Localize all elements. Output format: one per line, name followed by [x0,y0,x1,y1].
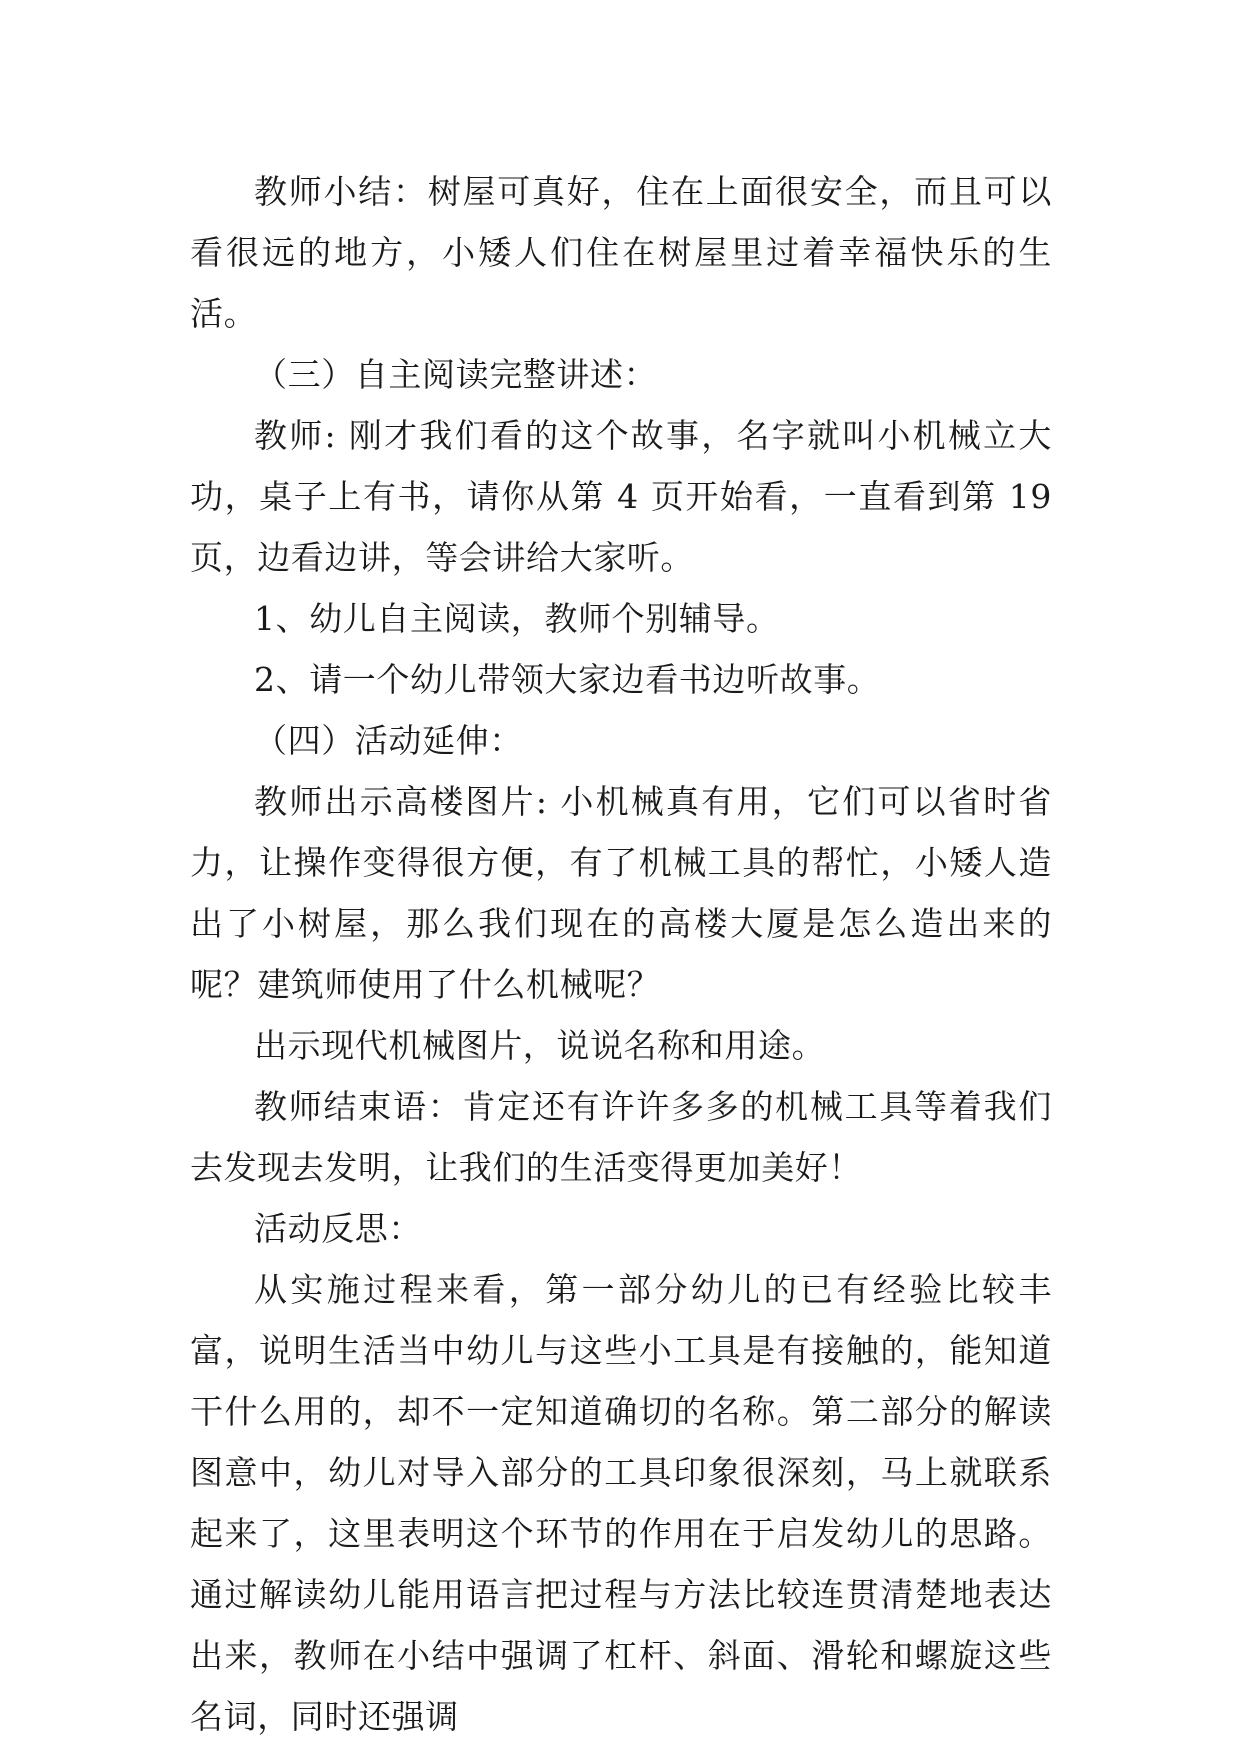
paragraph-modern-machinery: 出示现代机械图片，说说名称和用途。 [254,1026,826,1065]
list-item-1: 1、幼儿自主阅读，教师个别辅导。 [254,599,780,638]
section-heading-activity-extension: （四）活动延伸： [254,721,523,760]
section-heading-independent-reading: （三）自主阅读完整讲述： [254,355,658,394]
section-heading-reflection: 活动反思： [254,1209,422,1248]
paragraph-reflection: 从实施过程来看，第一部分幼儿的已有经验比较丰富，说明生活当中幼儿与这些小工具是有接触的，能知道干什么用的，却不一定知道确切的名称。第二部分的解读图意中，幼儿对导入部分的工具印象很深刻，马上就联系起来了，这里表明这个环节的作用在于启发幼儿的思路。通过解读幼儿能用语言把过程与方法比较连贯清楚地表达出来，教师在小结中强调了杠杆、斜面、滑轮和螺旋这些名词，同时还强调 [190,1270,1052,1736]
paragraph-closing-remarks: 教师结束语：肯定还有许许多多的机械工具等着我们去发现去发明，让我们的生活变得更加美好！ [190,1087,1052,1187]
paragraph-teacher-summary: 教师小结：树屋可真好，住在上面很安全，而且可以看很远的地方，小矮人们住在树屋里过着幸福快乐的生活。 [190,172,1052,333]
paragraph-teacher-instruction: 教师: 刚才我们看的这个故事，名字就叫小机械立大功，桌子上有书，请你从第 4 页开始看，一直看到第 19 页，边看边讲，等会讲给大家听。 [190,416,1052,577]
paragraph-building-pictures: 教师出示高楼图片: 小机械真有用，它们可以省时省力，让操作变得很方便，有了机械工具的帮忙，小矮人造出了小树屋，那么我们现在的高楼大厦是怎么造出来的呢？建筑师使用了什么机械呢？ [190,782,1052,1004]
list-item-2: 2、请一个幼儿带领大家边看书边听故事。 [254,660,881,699]
document-body [190,161,1052,1747]
